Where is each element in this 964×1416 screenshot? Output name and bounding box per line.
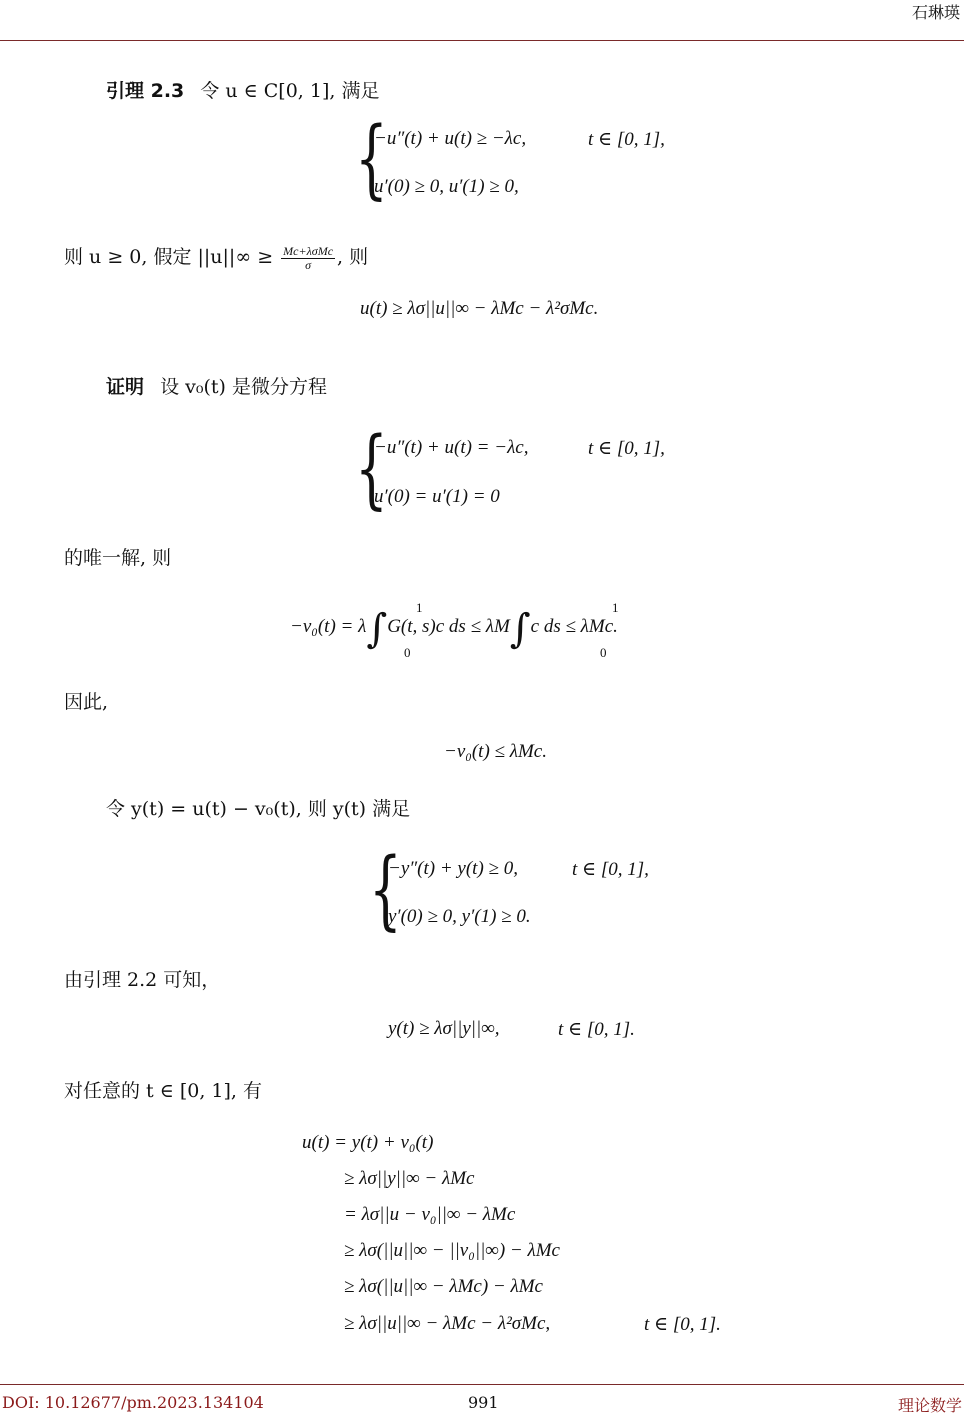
equation-2-integrand1: G(t, s)c ds ≤ λM xyxy=(387,616,510,637)
assumption-suffix: , 则 xyxy=(337,246,369,268)
proof-heading xyxy=(106,372,327,399)
system3-line2: y′(0) ≥ 0, y′(1) ≥ 0. xyxy=(388,906,531,927)
integral-2-lower: 0 xyxy=(600,645,607,660)
assumption-fraction xyxy=(281,245,335,272)
integral-1-upper: 1 xyxy=(416,600,423,615)
integral-sign-1: ∫ xyxy=(366,606,388,652)
lemma-intro: 令 u ∈ C[0, 1], 满足 xyxy=(200,80,380,102)
system3-brace: { xyxy=(368,840,402,940)
footer-page-number: 991 xyxy=(468,1393,499,1412)
chain-line-1: u(t) = y(t) + v₀(t) xyxy=(302,1132,434,1153)
by-lemma-text: 由引理 2.2 可知， xyxy=(64,969,221,991)
header-author: 石琳瑛 xyxy=(911,3,960,22)
equation-4-cond: t ∈ [0, 1]. xyxy=(558,1019,635,1040)
system2-line2: u′(0) = u′(1) = 0 xyxy=(374,486,500,507)
proof-label: 证明 xyxy=(106,376,145,398)
lemma-label: 引理 2.3 xyxy=(106,80,185,102)
integral-2-upper: 1 xyxy=(612,600,619,615)
chain-line-2: ≥ λσ||y||∞ − λMc xyxy=(344,1168,475,1189)
chain-cond: t ∈ [0, 1]. xyxy=(644,1314,721,1335)
unique-solution-text: 的唯一解, 则 xyxy=(64,547,172,569)
chain-line-4: ≥ λσ(||u||∞ − ||v₀||∞) − λMc xyxy=(344,1240,560,1261)
system2-line1: −u″(t) + u(t) = −λc, xyxy=(374,437,529,458)
equation-4: y(t) ≥ λσ||y||∞, xyxy=(388,1018,500,1039)
system1-line1-cond: t ∈ [0, 1], xyxy=(588,129,665,150)
system2-brace: { xyxy=(354,419,388,519)
system1-brace: { xyxy=(354,109,388,209)
lemma-heading xyxy=(106,76,379,103)
integral-sign-2: ∫ xyxy=(509,606,531,652)
system2-line1-cond: t ∈ [0, 1], xyxy=(588,438,665,459)
therefore-text: 因此, xyxy=(64,691,109,713)
equation-2-lhs: −v₀(t) = λ xyxy=(290,616,367,637)
proof-text: 设 v₀(t) 是微分方程 xyxy=(160,376,327,398)
integral-1-lower: 0 xyxy=(404,645,411,660)
equation-1: u(t) ≥ λσ||u||∞ − λMc − λ²σMc. xyxy=(360,298,599,319)
chain-line-3: = λσ||u − v₀||∞ − λMc xyxy=(344,1204,516,1225)
system3-line1: −y″(t) + y(t) ≥ 0, xyxy=(388,858,518,879)
equation-3: −v₀(t) ≤ λMc. xyxy=(444,741,547,762)
chain-line-5: ≥ λσ(||u||∞ − λMc) − λMc xyxy=(344,1276,543,1297)
equation-2-integrand2: c ds ≤ λMc. xyxy=(530,616,618,637)
let-y-text: 令 y(t) = u(t) − v₀(t), 则 y(t) 满足 xyxy=(106,798,411,820)
assumption-prefix: 则 u ≥ 0, 假定 ||u||∞ ≥ xyxy=(64,246,274,268)
system1-line1: −u″(t) + u(t) ≥ −λc, xyxy=(374,128,527,149)
for-any-text: 对任意的 t ∈ [0, 1], 有 xyxy=(64,1080,262,1102)
system3-line1-cond: t ∈ [0, 1], xyxy=(572,859,649,880)
fraction-denominator: σ xyxy=(305,257,312,272)
equation-2 xyxy=(290,606,618,656)
footer-doi[interactable]: DOI: 10.12677/pm.2023.134104 xyxy=(2,1393,264,1412)
system1-line2: u′(0) ≥ 0, u′(1) ≥ 0, xyxy=(374,176,519,197)
footer-rule xyxy=(0,1384,964,1385)
assumption-line xyxy=(64,242,368,272)
chain-line-6: ≥ λσ||u||∞ − λMc − λ²σMc, xyxy=(344,1313,551,1334)
fraction-numerator: Mc+λσMc xyxy=(283,243,334,258)
footer-journal[interactable]: 理论数学 xyxy=(897,1396,962,1415)
header-rule xyxy=(0,40,964,41)
